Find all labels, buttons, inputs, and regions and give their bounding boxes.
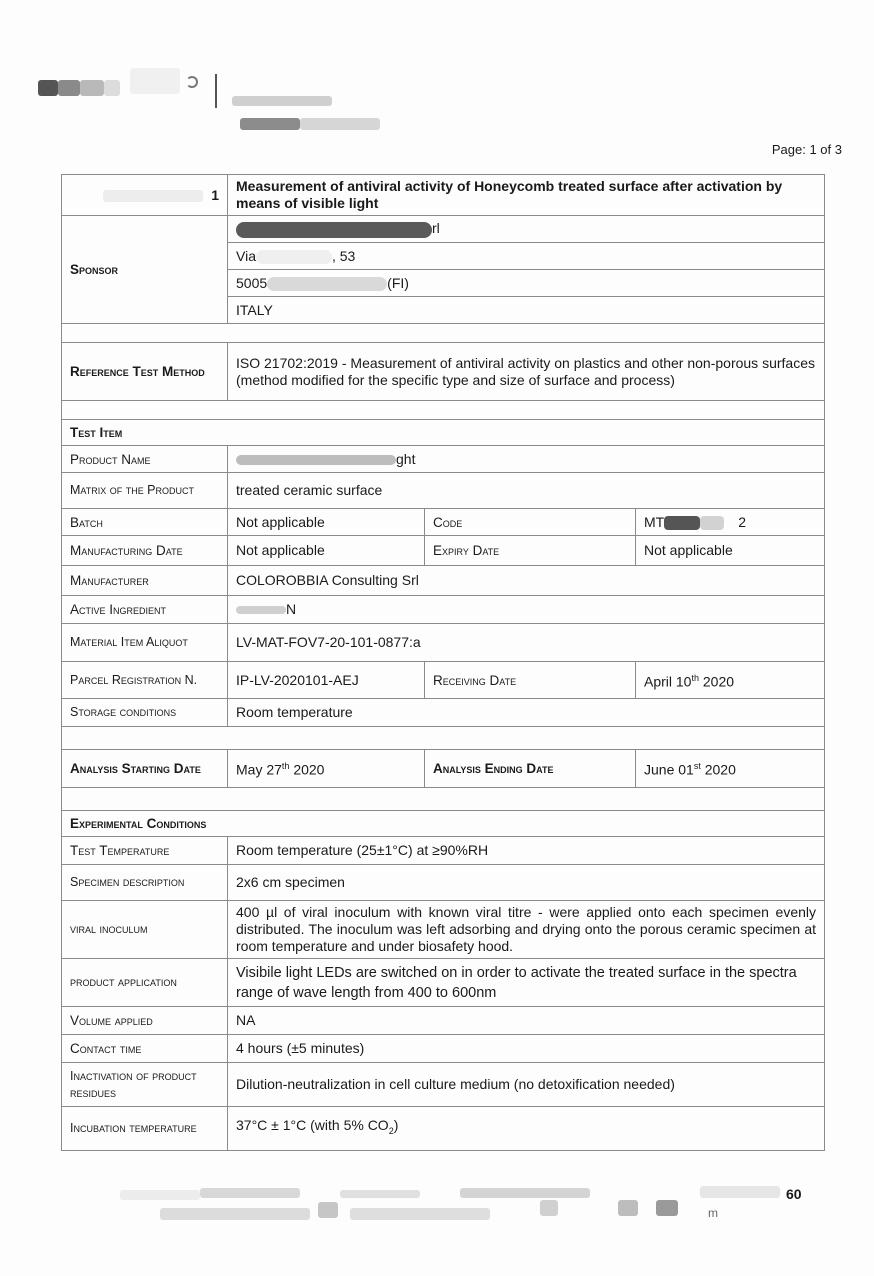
footer-redacted-text xyxy=(340,1190,420,1198)
logo-block xyxy=(104,80,120,96)
receiving-date-value: April 10th 2020 xyxy=(636,662,825,699)
inactivation-label: Inactivation of product residues xyxy=(62,1063,228,1107)
spacer-row xyxy=(62,401,825,420)
logo-block xyxy=(130,68,180,94)
reference-text: ISO 21702:2019 - Measurement of antiviral activity on plastics and other non-porous surfaces (method modified for the specific type and size of surface and process) xyxy=(228,343,825,401)
header-redacted-text xyxy=(232,96,332,106)
storage-conditions-value: Room temperature xyxy=(228,699,825,727)
inactivation-value: Dilution-neutralization in cell culture medium (no detoxification needed) xyxy=(228,1063,825,1107)
footer-redacted-text xyxy=(200,1188,300,1198)
parcel-registration-value: IP-LV-2020101-AEJ xyxy=(228,662,425,699)
footer-fragment: m xyxy=(708,1206,718,1220)
product-application-label: product application xyxy=(62,959,228,1007)
sponsor-label: Sponsor xyxy=(62,216,228,324)
contact-time-label: Contact time xyxy=(62,1035,228,1063)
viral-inoculum-label: viral inoculum xyxy=(62,901,228,959)
header-redacted-text xyxy=(300,118,380,130)
sponsor-line-2: Via , 53 xyxy=(228,243,825,270)
header-divider xyxy=(215,74,217,108)
matrix-value: treated ceramic surface xyxy=(228,473,825,509)
manufacturing-date-label: Manufacturing Date xyxy=(62,536,228,566)
material-aliquot-label: Material Item Aliquot xyxy=(62,624,228,662)
sponsor-country: ITALY xyxy=(228,297,825,324)
logo-block xyxy=(38,80,58,96)
footer-redacted-text xyxy=(618,1200,638,1216)
experimental-header: Experimental Conditions xyxy=(62,811,825,837)
test-temperature-label: Test Temperature xyxy=(62,837,228,865)
batch-label: Batch xyxy=(62,509,228,536)
footer-redacted-text xyxy=(318,1202,338,1218)
sponsor-line-1: rl xyxy=(228,216,825,243)
analysis-end-value: June 01st 2020 xyxy=(636,750,825,788)
report-code-cell: 1 xyxy=(62,175,228,216)
analysis-start-label: Analysis Starting Date xyxy=(62,750,228,788)
spacer-row xyxy=(62,727,825,750)
spacer-row xyxy=(62,324,825,343)
footer-redacted-text xyxy=(160,1208,310,1220)
receiving-date-label: Receiving Date xyxy=(425,662,636,699)
analysis-start-value: May 27th 2020 xyxy=(228,750,425,788)
manufacturer-label: Manufacturer xyxy=(62,566,228,596)
expiry-date-label: Expiry Date xyxy=(425,536,636,566)
incubation-label: Incubation temperature xyxy=(62,1107,228,1151)
code-value: MT 2 xyxy=(636,509,825,536)
logo-block xyxy=(58,80,80,96)
active-ingredient-label: Active Ingredient xyxy=(62,596,228,624)
specimen-label: Specimen description xyxy=(62,865,228,901)
footer-redacted-text xyxy=(700,1186,780,1198)
manufacturer-value: COLOROBBIA Consulting Srl xyxy=(228,566,825,596)
test-item-header: Test Item xyxy=(62,420,825,446)
material-aliquot-value: LV-MAT-FOV7-20-101-0877:a xyxy=(228,624,825,662)
footer-redacted-text xyxy=(460,1188,590,1198)
reference-label: Reference Test Method xyxy=(62,343,228,401)
volume-applied-label: Volume applied xyxy=(62,1007,228,1035)
spacer-row xyxy=(62,788,825,811)
logo-mark-icon xyxy=(186,76,198,88)
page-number: Page: 1 of 3 xyxy=(771,142,842,157)
storage-conditions-label: Storage conditions xyxy=(62,699,228,727)
manufacturing-date-value: Not applicable xyxy=(228,536,425,566)
report-table xyxy=(61,174,825,1151)
sponsor-line-3: 5005 (FI) xyxy=(228,270,825,297)
active-ingredient-value: N xyxy=(228,596,825,624)
contact-time-value: 4 hours (±5 minutes) xyxy=(228,1035,825,1063)
logo-block xyxy=(80,80,104,96)
footer-redacted-text xyxy=(120,1190,200,1200)
product-name-value: ght xyxy=(228,446,825,473)
matrix-label: Matrix of the Product xyxy=(62,473,228,509)
product-name-label: Product Name xyxy=(62,446,228,473)
product-application-value: Visibile light LEDs are switched on in order to activate the treated surface in the spectra range of wave length from 400 to 600nm xyxy=(228,959,825,1007)
incubation-value: 37°C ± 1°C (with 5% $CO_2$) xyxy=(228,1107,825,1151)
header-redacted-text xyxy=(240,118,300,130)
specimen-value: 2x6 cm specimen xyxy=(228,865,825,901)
analysis-end-label: Analysis Ending Date xyxy=(425,750,636,788)
parcel-registration-label: Parcel Registration N. xyxy=(62,662,228,699)
footer-redacted-text xyxy=(350,1208,490,1220)
report-title: Measurement of antiviral activity of Honeycomb treated surface after activation by means of visible light xyxy=(228,175,825,216)
footer-redacted-text xyxy=(656,1200,678,1216)
test-temperature-value: Room temperature (25±1°C) at ≥90%RH xyxy=(228,837,825,865)
batch-value: Not applicable xyxy=(228,509,425,536)
footer-fragment: 60 xyxy=(786,1186,802,1202)
volume-applied-value: NA xyxy=(228,1007,825,1035)
expiry-date-value: Not applicable xyxy=(636,536,825,566)
code-label: Code xyxy=(425,509,636,536)
viral-inoculum-value: 400 µl of viral inoculum with known viral titre - were applied onto each specimen evenly distributed. The inoculum was left adsorbing and drying onto the porous ceramic specimen at room temperature and under biosafety hood. xyxy=(228,901,825,959)
footer-redacted-text xyxy=(540,1200,558,1216)
